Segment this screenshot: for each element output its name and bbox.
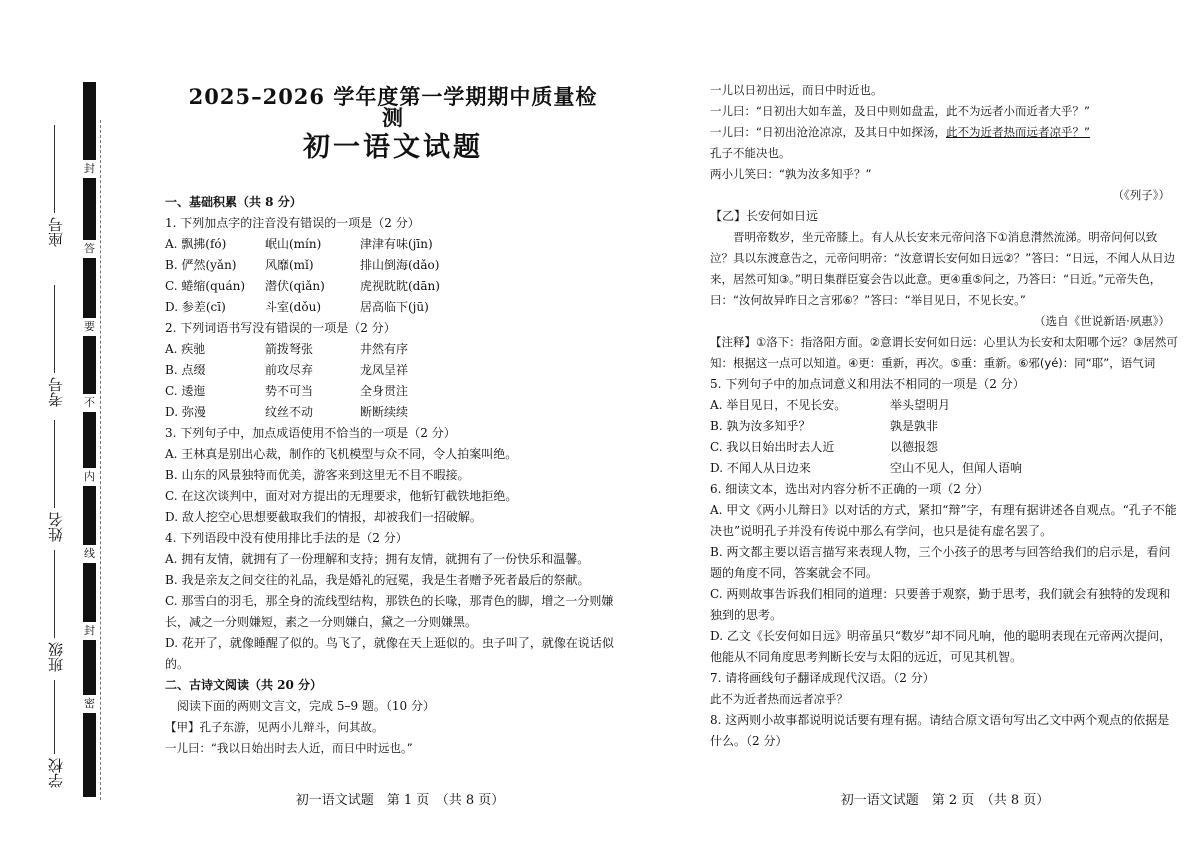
option-row[interactable] (165, 297, 635, 318)
annotation-note: 【注释】①洛下：指洛阳方面。②意谓长安何如日远：心里认为长安和太阳哪个远？③居然可知：根据这一点可以知道。④更：重新，再次。⑤重：重新。⑥邪(yé)：同“耶”，语气词 (710, 335, 1178, 370)
option-text: C. 蜷缩(quán) (165, 279, 246, 293)
option-text: 斗室(dǒu) (265, 300, 321, 314)
option-line[interactable]: A. 甲文《两小儿辩日》以对话的方式，紧扣“辩”字，有理有据讲述各自观点。“孔子不能决也”说明孔子并没有传说中那么有学问，也只是徒有虚名罢了。 (710, 503, 1177, 538)
passage-yi-title: 【乙】长安何如日远 (710, 209, 819, 223)
page-footer: 初一语文试题 第 2 页 （共 8 页） (840, 793, 1050, 808)
question-stem: 8. 这两则小故事都说明说话要有理有据。请结合原文语句写出乙文中两个观点的依据是什么。（2 分） (710, 713, 1170, 748)
binding-margin (0, 0, 110, 850)
option-text: A. 疾驰 (165, 342, 206, 356)
option-row[interactable] (165, 276, 635, 297)
option-row[interactable] (710, 458, 1180, 479)
option-row[interactable] (165, 402, 635, 423)
option-row[interactable] (165, 381, 635, 402)
passage-yi-text: 晋明帝数岁，坐元帝膝上。有人从长安来元帝问洛下①消息潸然流涕。明帝问何以致泣？具以东渡意告之，元帝问明帝：“汝意谓长安何如日远②？”答曰：“日远，不闻人从日边来，居然可知③。”明日集群臣宴会告以此意。更④重⑤问之，乃答曰：“日近。”元帝失色，曰：“汝何故异昨日之言邪⑥？”答曰：“举目见日，不见长安。” (710, 230, 1176, 307)
question-stem: 6. 细读文本，选出对内容分析不正确的一项（2 分） (710, 482, 989, 496)
option-text: 居高临下(jū) (360, 300, 429, 314)
option-text: 空山不见人，但闻人语响 (890, 461, 1023, 475)
option-text: 全身贯注 (360, 384, 409, 398)
option-text: 纹丝不动 (265, 405, 314, 419)
field-label: 学校 (47, 758, 65, 788)
option-text: B. 俨然(yǎn) (165, 258, 237, 272)
option-line[interactable]: B. 我是亲友之间交往的礼品，我是婚礼的冠冕，我是生者赠予死者最后的祭献。 (165, 573, 590, 587)
option-row[interactable] (165, 255, 635, 276)
option-text: D. 参差(cī) (165, 300, 226, 314)
option-row[interactable] (710, 416, 1180, 437)
option-text: D. 不闻人从日边来 (710, 461, 811, 475)
option-text: 孰是孰非 (890, 419, 939, 433)
reading-intro: 阅读下面的两则文言文，完成 5–9 题。（10 分） (177, 699, 435, 713)
option-row[interactable] (710, 437, 1180, 458)
section-heading: 二、古诗文阅读（共 20 分） (165, 678, 323, 692)
class-field[interactable] (40, 550, 80, 680)
option-row[interactable] (710, 395, 1180, 416)
underlined-part: 此不为近者热而远者凉乎？” (945, 125, 1090, 139)
option-text: A. 举目见日，不见长安。 (710, 398, 847, 412)
page-1 (165, 0, 635, 850)
option-text: 箭拨弩张 (265, 342, 314, 356)
passage-line: 两小儿笑曰：“孰为汝多知乎？” (710, 167, 872, 181)
name-field[interactable] (40, 420, 80, 550)
option-line[interactable]: B. 两文都主要以语言描写来表现人物，三个小孩子的思考与回答给我们的启示是，看问题的角度不同，答案就会不同。 (710, 545, 1171, 580)
passage-line (710, 122, 1180, 143)
option-text: 虎视眈眈(dān) (360, 279, 440, 293)
underlined-sentence: 一儿曰：“日初出沧沧凉凉，及其日中如探汤，此不为近者热而远者凉乎？” (710, 125, 1090, 139)
option-text: 前攻尽弃 (265, 363, 314, 377)
field-label: 考号 (47, 377, 65, 407)
option-text: 风靡(mǐ) (265, 258, 314, 272)
option-text: B. 点缀 (165, 363, 206, 377)
page-2-content (710, 80, 1180, 752)
question-stem: 1. 下列加点字的注音没有错误的一项是（2 分） (165, 216, 420, 230)
field-line (54, 550, 55, 638)
exam-number-field[interactable] (40, 285, 80, 415)
option-line[interactable]: B. 山东的风景独特而优美，游客来到这里无不目不暇接。 (165, 468, 470, 482)
question-stem: 7. 请将画线句子翻译成现代汉语。（2 分） (710, 671, 935, 685)
option-text: 以德报怨 (890, 440, 939, 454)
option-text: 举头望明月 (890, 398, 951, 412)
option-line[interactable]: C. 那雪白的羽毛，那全身的流线型结构，那铁色的长喙，那青色的脚，增之一分则嫌长，减之一分则嫌短，素之一分则嫌白，黛之一分则嫌黑。 (165, 594, 614, 629)
option-line[interactable]: D. 乙文《长安何如日远》明帝虽只“数岁”却不同凡响，他的聪明表现在元帝两次提问，他能从不同角度思考判断长安与太阳的远近，可见其机智。 (710, 629, 1172, 664)
seal-char: 密 (83, 695, 96, 713)
option-text: 断断续续 (360, 405, 409, 419)
seal-char: 线 (83, 545, 96, 563)
option-text: 潜伏(qiǎn) (265, 279, 325, 293)
translation-sentence: 此不为近者热而远者凉乎？ (710, 692, 848, 706)
option-row[interactable] (165, 360, 635, 381)
page-footer: 初一语文试题 第 1 页 （共 8 页） (295, 793, 505, 808)
field-line (54, 285, 55, 373)
seal-char: 封 (83, 622, 96, 640)
exam-subtitle: 初一语文试题 (303, 132, 483, 163)
option-line[interactable]: A. 王林真是别出心裁，制作的飞机模型与众不同，令人拍案叫绝。 (165, 447, 518, 461)
passage-line: 孔子不能决也。 (710, 146, 791, 160)
field-line (54, 680, 55, 754)
option-text: 岷山(mín) (265, 237, 322, 251)
option-text: C. 我以日始出时去人近 (710, 440, 835, 454)
passage-jia-title: 【甲】孔子东游，见两小儿辩斗，问其故。 (165, 720, 384, 734)
exam-title: 2025–2026 学年度第一学期期中质量检测 (188, 84, 598, 130)
seal-bar (83, 82, 96, 797)
option-line[interactable]: D. 敌人挖空心思想要截取我们的情报，却被我们一招破解。 (165, 510, 482, 524)
seal-char: 要 (83, 318, 96, 336)
option-text: 井然有序 (360, 342, 409, 356)
option-line[interactable]: A. 拥有友情，就拥有了一份理解和支持；拥有友情，就拥有了一份快乐和温馨。 (165, 552, 590, 566)
field-label: 班级 (47, 642, 65, 672)
option-text: 津津有味(jīn) (360, 237, 433, 251)
seal-char: 内 (83, 468, 96, 486)
seat-number-field[interactable] (40, 125, 80, 255)
option-line[interactable]: C. 两则故事告诉我们相同的道理：只要善于观察，勤于思考，我们就会有独特的发现和独到的思考。 (710, 587, 1171, 622)
question-stem: 3. 下列句子中，加点成语使用不恰当的一项是（2 分） (165, 426, 456, 440)
field-line (54, 125, 55, 213)
seal-dashed-line (100, 120, 101, 800)
page-1-content (165, 192, 635, 759)
option-text: C. 逶迤 (165, 384, 206, 398)
passage-line: 一儿以日初出远，而日中时近也。 (710, 83, 883, 97)
option-text: B. 孰为汝多知乎？ (710, 419, 811, 433)
seal-char: 答 (83, 240, 96, 258)
field-label: 座号 (47, 217, 65, 247)
section-heading: 一、基础积累（共 8 分） (165, 195, 302, 209)
passage-source: （《列子》） (1112, 188, 1170, 202)
question-stem: 5. 下列句子中的加点词意义和用法不相同的一项是（2 分） (710, 377, 1025, 391)
seal-char: 不 (83, 394, 96, 412)
option-text: D. 弥漫 (165, 405, 206, 419)
passage-source: （选自《世说新语·夙惠》） (1034, 314, 1170, 328)
option-line[interactable]: C. 在这次谈判中，面对对方提出的无理要求，他斩钉截铁地拒绝。 (165, 489, 518, 503)
option-text: 势不可当 (265, 384, 314, 398)
option-row[interactable] (165, 234, 635, 255)
option-text: A. 飘拂(fó) (165, 237, 227, 251)
passage-line: 一儿曰：“我以日始出时去人近，而日中时远也。” (165, 741, 413, 755)
question-stem: 4. 下列语段中没有使用排比手法的是（2 分） (165, 531, 408, 545)
option-text: 龙凤呈祥 (360, 363, 409, 377)
question-stem: 2. 下列词语书写没有错误的一项是（2 分） (165, 321, 396, 335)
option-text: 排山倒海(dǎo) (360, 258, 440, 272)
page-2 (710, 0, 1180, 850)
option-row[interactable] (165, 339, 635, 360)
field-label: 姓名 (47, 512, 65, 542)
option-line[interactable]: D. 花开了，就像睡醒了似的。鸟飞了，就像在天上逛似的。虫子叫了，就像在说话似的。 (165, 636, 614, 671)
seal-char: 封 (83, 160, 96, 178)
field-line (54, 420, 55, 508)
school-field[interactable] (40, 680, 80, 810)
passage-line: 一儿曰：“日初出大如车盖，及日中则如盘盂，此不为远者小而近者大乎？” (710, 104, 1090, 118)
